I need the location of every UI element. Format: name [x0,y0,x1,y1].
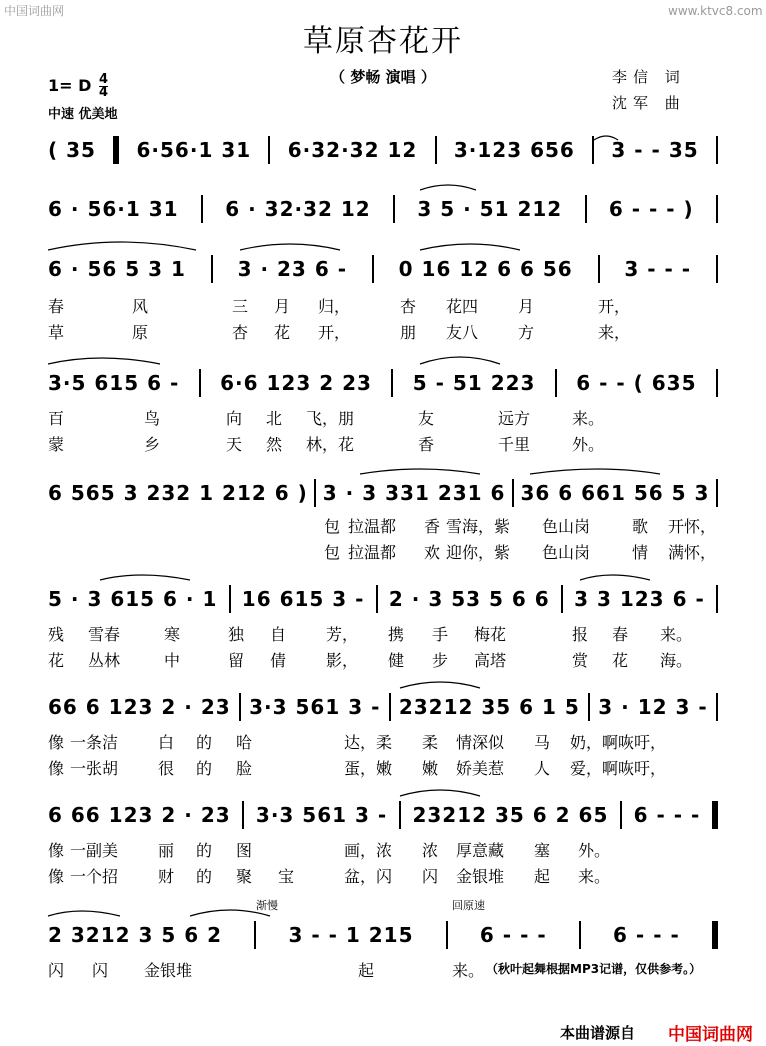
lyric: 闪 [48,961,65,980]
lyric: 原 [132,323,149,342]
lyric: 朋 [400,323,417,342]
lyric: 达，柔 [344,733,393,752]
lyric: 花 [48,651,65,670]
barline [376,585,378,613]
measure: 6 · 56·1 31 [48,197,179,221]
lyric: 像 [48,733,65,752]
slur [400,790,480,796]
barline [716,255,718,283]
lyric: 拉温都 [348,517,397,536]
lyric: 色山岗 [542,543,591,562]
lyric: 包 [324,543,341,562]
final-bar [712,921,718,949]
lyric: 柔 [422,733,439,752]
footer-source: 本曲谱源自 [560,1024,636,1042]
lyric: 起 [534,867,551,886]
lyric: 携 [388,625,405,644]
lyric: 的 [196,733,213,752]
measure: ( 35 [48,138,96,162]
time-sig-bottom: 4 [98,85,109,100]
lyric: 外。 [572,435,605,454]
barline [268,136,270,164]
lyric: 欢 [424,543,441,562]
lyric: 向 [226,409,243,428]
lyric: 拉温都 [348,543,397,562]
lyric: 花四 [446,297,479,316]
key-signature [48,74,108,99]
lyric: 倩 [270,651,287,670]
slur [48,242,196,250]
staff-line-4 [48,366,718,400]
barline [389,693,391,721]
lyric: 爱，啊咴吁， [570,759,667,778]
lyric: 千里 [498,435,531,454]
measure: 3 5 · 51 212 [417,197,563,221]
barline [391,369,393,397]
lyric: 厚意藏 [456,841,505,860]
barline [598,255,600,283]
barline [372,255,374,283]
lyric: 寒 [164,625,181,644]
measure: 6·6 123 2 23 [220,371,372,395]
time-sig-top: 4 [98,72,109,87]
lyric: 天 [226,435,243,454]
label-slow: 渐慢 [256,899,278,912]
lyric: 脸 [236,759,253,778]
lyric: 人 [534,759,551,778]
barline [446,921,448,949]
lyric: 香 [418,435,435,454]
lyric: 浓 [422,841,439,860]
lyric: 花 [612,651,629,670]
lyric: 一个招 [70,867,119,886]
slur [420,357,500,364]
barline [314,479,316,507]
lyric: 一副美 [70,841,119,860]
barline [585,195,587,223]
lyric: 嫩 [422,759,439,778]
slur [100,575,190,580]
staff-line-6 [48,582,718,616]
lyric: 一张胡 [70,759,119,778]
footer-site[interactable]: 中国词曲网 [668,1025,753,1045]
song-title: 草原杏花开 [303,24,463,59]
barline [211,255,213,283]
lyric: 歌 [632,517,649,536]
lyric: 影， [326,651,359,670]
staff-line-5 [48,476,718,510]
barline [512,479,514,507]
barline [239,693,241,721]
lyric: 宝 [278,867,295,886]
staff-line-3 [48,252,718,286]
barline [716,369,718,397]
measure: 3·3 561 3 - [249,695,381,719]
slur [420,244,520,250]
lyric: 来。 [572,409,605,428]
lyric: 画，浓 [344,841,393,860]
lyric: 健 [388,651,405,670]
staff-line-7 [48,690,718,724]
lyric: 乡 [144,435,161,454]
measure: 3 · 23 6 - [237,257,347,281]
lyric: 很 [158,759,175,778]
lyric: 图 [236,841,253,860]
measure: 23212 35 6 1 5 [398,695,580,719]
barline [579,921,581,949]
lyric: 报 [572,625,589,644]
lyric: 三 [232,297,249,316]
measure: 36 6 661 56 5 3 [520,481,710,505]
barline [716,136,718,164]
slur [360,469,480,474]
lyric: 蛋，嫩 [344,759,393,778]
slur [48,911,120,916]
lyric: 像 [48,867,65,886]
barline [199,369,201,397]
lyric: 哈 [236,733,253,752]
lyric: 远方 [498,409,531,428]
measure: 23212 35 6 2 65 [412,803,609,827]
tempo-marking: 中速 优美地 [48,107,118,122]
lyric: 雪海，紫 [446,517,511,536]
measure: 5 · 3 615 6 · 1 [48,587,218,611]
lyric: 友 [418,409,435,428]
measure: 6 - - - [613,923,680,947]
measure: 6 66 123 2 · 23 [48,803,231,827]
lyric: 丛林 [88,651,121,670]
barline [435,136,437,164]
lyric: 迎你，紫 [446,543,511,562]
measure: 6·56·1 31 [136,138,252,162]
lyric: 包 [324,517,341,536]
barline [592,136,594,164]
measure: 3 3 123 6 - [574,587,705,611]
staff-line-1 [48,133,718,167]
lyric: 的 [196,759,213,778]
measure: 5 - 51 223 [412,371,536,395]
lyric: 外。 [578,841,611,860]
label-return: 回原速 [452,899,485,912]
staff-line-8 [48,798,718,832]
time-signature [99,74,108,99]
lyric: 梅花 [474,625,507,644]
composer-credit: 沈军 曲 [612,94,686,112]
lyric: 海。 [660,651,693,670]
lyric: 香 [424,517,441,536]
transcription-note: （秋叶起舞根据MP3记谱，仅供参考。） [486,962,702,976]
lyric: 像 [48,759,65,778]
measure: 6 · 32·32 12 [225,197,371,221]
lyric: 来。 [660,625,693,644]
lyric: 白 [158,733,175,752]
measure: 2 3212 3 5 6 2 [48,923,223,947]
barline [242,801,244,829]
lyric: 杏 [400,297,417,316]
slur [420,185,476,190]
staff-line-9 [48,918,718,952]
lyric: 雪春 [88,625,121,644]
lyric: 来， [598,323,631,342]
measure: 16 615 3 - [241,587,365,611]
measure: 2 · 3 53 5 6 6 [388,587,550,611]
slur [580,575,650,580]
lyric: 开， [318,323,351,342]
lyric: 情 [632,543,649,562]
lyric: 杏 [232,323,249,342]
measure: 3·123 656 [453,138,575,162]
lyricist-credit: 李信 词 [612,68,686,86]
lyric: 色山岗 [542,517,591,536]
slur [400,682,480,688]
lyric: 塞 [534,841,551,860]
lyric: 马 [534,733,551,752]
lyric: 然 [266,435,283,454]
lyric: 百 [48,409,65,428]
barline [561,585,563,613]
lyric: 开怀， [668,517,717,536]
barline [201,195,203,223]
lyric: 北 [266,409,283,428]
barline [716,585,718,613]
lyric: 友八 [446,323,479,342]
lyric: 手 [432,625,449,644]
barline [620,801,622,829]
lyric: 春 [48,297,65,316]
slur [240,244,340,250]
barline [555,369,557,397]
lyric: 步 [432,651,449,670]
barline [716,479,718,507]
lyric: 娇美惹 [456,759,505,778]
measure: 3 - - 1 215 [288,923,414,947]
lyric: 花 [274,323,291,342]
lyric: 归， [318,297,351,316]
lyric: 自 [270,625,287,644]
lyric: 闪 [92,961,109,980]
lyric: 聚 [236,867,253,886]
slur [530,469,660,474]
lyric: 金银堆 [456,867,505,886]
lyric: 一条洁 [70,733,119,752]
measure: 6 565 3 232 1 212 6 ) [48,481,308,505]
lyric: 独 [228,625,245,644]
lyric: 开， [598,297,631,316]
lyric: 的 [196,867,213,886]
lyric: 中 [164,651,181,670]
barline [393,195,395,223]
measure: 3 - - - [624,257,692,281]
measure: 0 16 12 6 6 56 [398,257,573,281]
barline [254,921,256,949]
lyric: 月 [518,297,535,316]
lyric: 芳， [326,625,359,644]
lyric: 鸟 [144,409,161,428]
lyric: 方 [518,323,535,342]
lyric: 情深似 [456,733,505,752]
lyric: 春 [612,625,629,644]
key-text: 1= D [48,76,92,95]
measure: 3·5 615 6 - [48,371,180,395]
measure: 6 - - - ) [608,197,694,221]
lyric: 闪 [422,867,439,886]
lyric: 丽 [158,841,175,860]
staff-line-2 [48,192,718,226]
lyric: 林，花 [306,435,355,454]
barline [716,195,718,223]
lyric: 奶，啊咴吁， [570,733,667,752]
measure: 6 - - ( 635 [576,371,697,395]
lyric: 高塔 [474,651,507,670]
barline [588,693,590,721]
lyric: 蒙 [48,435,65,454]
measure: 6 - - - [479,923,547,947]
lyric: 风 [132,297,149,316]
lyric: 留 [228,651,245,670]
lyric: 满怀， [668,543,717,562]
measure: 6 · 56 5 3 1 [48,257,186,281]
slur [48,358,160,364]
lyric: 盆，闪 [344,867,393,886]
measure: 3 · 3 331 231 6 [322,481,506,505]
lyric: 金银堆 [144,961,193,980]
lyric: 草 [48,323,65,342]
measure: 3 · 12 3 - [598,695,708,719]
lyric: 的 [196,841,213,860]
lyric: 残 [48,625,65,644]
lyric: 来。 [578,867,611,886]
measure: 3·3 561 3 - [255,803,388,827]
singer-credit: （ 梦畅 演唱 ） [330,68,436,86]
barline [716,693,718,721]
lyric: 来。 [452,961,485,980]
repeat-bar [712,801,718,829]
repeat-bar [113,136,119,164]
measure: 3 - - 35 [611,138,699,162]
lyric: 飞，朋 [306,409,355,428]
lyric: 像 [48,841,65,860]
barline [229,585,231,613]
measure: 66 6 123 2 · 23 [48,695,231,719]
barline [399,801,401,829]
watermark-left: 中国词曲网 [4,4,65,18]
watermark-right: www.ktvc8.com [668,4,763,18]
lyric: 财 [158,867,175,886]
measure: 6·32·32 12 [287,138,418,162]
lyric: 赏 [572,651,589,670]
lyric: 起 [358,961,375,980]
lyric: 月 [274,297,291,316]
measure: 6 - - - [633,803,701,827]
